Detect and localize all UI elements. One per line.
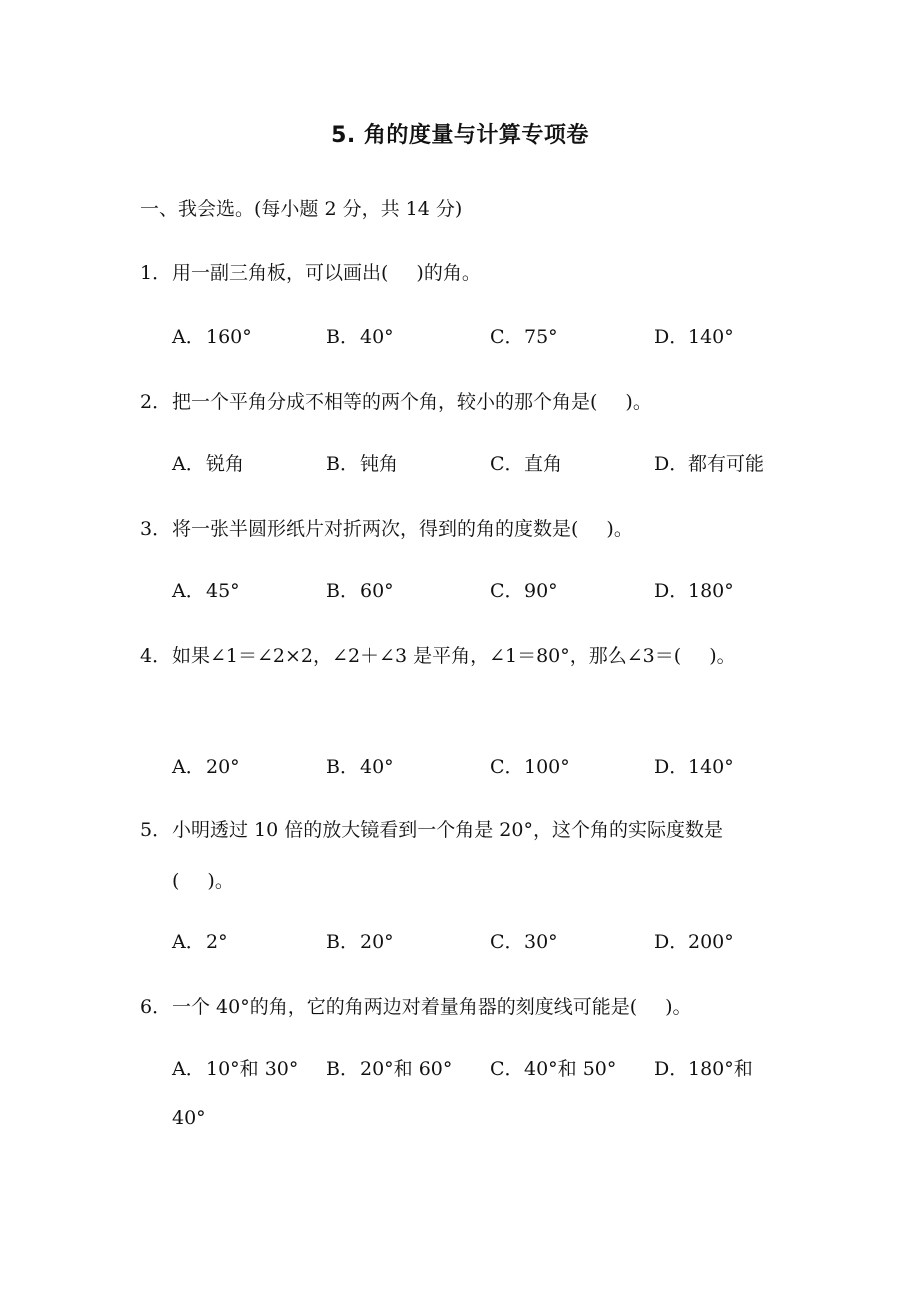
option-letter: C． <box>490 580 524 602</box>
question-1 <box>140 260 481 286</box>
option-letter: B． <box>326 453 359 475</box>
option-b[interactable] <box>326 451 398 477</box>
option-text: 200° <box>688 931 734 953</box>
option-a[interactable] <box>172 1056 298 1082</box>
question-text: 用一副三角板，可以画出( <box>172 262 389 284</box>
option-d[interactable] <box>654 451 764 477</box>
section-heading: 一、我会选。(每小题 2 分，共 14 分) <box>140 198 463 220</box>
option-a[interactable] <box>172 754 240 780</box>
question-text: 把一个平角分成不相等的两个角，较小的那个角是( <box>172 391 598 413</box>
option-text: 75° <box>524 326 558 348</box>
question-number: 6． <box>140 996 172 1018</box>
option-text: 180°和 <box>688 1058 753 1080</box>
option-b[interactable] <box>326 578 394 604</box>
option-text: 都有可能 <box>688 453 765 475</box>
question-4 <box>140 643 736 669</box>
option-letter: B． <box>326 580 359 602</box>
option-d[interactable] <box>654 929 734 955</box>
question-text-end: )。 <box>665 996 692 1018</box>
option-letter: A． <box>172 756 205 778</box>
option-d[interactable] <box>654 754 734 780</box>
option-b[interactable] <box>326 1056 452 1082</box>
option-letter: A． <box>172 931 205 953</box>
question-5 <box>140 817 723 843</box>
option-b[interactable] <box>326 929 394 955</box>
option-letter: C． <box>490 1058 524 1080</box>
option-text: 40° <box>360 756 394 778</box>
question-text-end: )。 <box>606 518 633 540</box>
option-text: 30° <box>524 931 558 953</box>
question-text-open: ( <box>172 870 180 892</box>
option-b[interactable] <box>326 324 394 350</box>
option-d[interactable] <box>654 1056 753 1082</box>
page-title: 5. 角的度量与计算专项卷 <box>331 123 589 148</box>
option-a[interactable] <box>172 578 240 604</box>
option-text: 180° <box>688 580 734 602</box>
option-letter: C． <box>490 453 524 475</box>
option-c[interactable] <box>490 929 558 955</box>
option-letter: B． <box>326 1058 359 1080</box>
option-c[interactable] <box>490 1056 616 1082</box>
option-letter: A． <box>172 1058 205 1080</box>
option-c[interactable] <box>490 324 558 350</box>
option-text: 10°和 30° <box>206 1058 299 1080</box>
option-a[interactable] <box>172 451 244 477</box>
option-c[interactable] <box>490 451 562 477</box>
option-letter: D． <box>654 453 689 475</box>
question-text: 一个 40°的角，它的角两边对着量角器的刻度线可能是( <box>172 996 638 1018</box>
question-6 <box>140 994 692 1020</box>
option-b[interactable] <box>326 754 394 780</box>
question-number: 3． <box>140 518 172 540</box>
question-text: 如果∠1＝∠2×2，∠2＋∠3 是平角，∠1＝80°，那么∠3＝( <box>172 645 682 667</box>
option-d-overflow: 40° <box>172 1107 206 1129</box>
option-text: 锐角 <box>206 453 245 475</box>
question-number: 2． <box>140 391 172 413</box>
option-text: 20°和 60° <box>360 1058 453 1080</box>
option-text: 20° <box>206 756 240 778</box>
option-a[interactable] <box>172 324 252 350</box>
question-number: 4． <box>140 645 172 667</box>
option-text: 钝角 <box>360 453 399 475</box>
option-text: 45° <box>206 580 240 602</box>
question-text: 小明透过 10 倍的放大镜看到一个角是 20°，这个角的实际度数是 <box>172 819 723 841</box>
option-letter: D． <box>654 326 689 348</box>
option-letter: B． <box>326 931 359 953</box>
option-text: 40°和 50° <box>524 1058 617 1080</box>
option-letter: A． <box>172 326 205 348</box>
option-letter: D． <box>654 580 689 602</box>
option-c[interactable] <box>490 578 558 604</box>
option-letter: C． <box>490 756 524 778</box>
question-text: 将一张半圆形纸片对折两次，得到的角的度数是( <box>172 518 579 540</box>
option-letter: C． <box>490 931 524 953</box>
option-letter: D． <box>654 1058 689 1080</box>
question-number: 5． <box>140 819 172 841</box>
question-text-end: )的角。 <box>416 262 481 284</box>
option-letter: C． <box>490 326 524 348</box>
option-text: 20° <box>360 931 394 953</box>
option-text: 2° <box>206 931 228 953</box>
question-3 <box>140 516 633 542</box>
option-a[interactable] <box>172 929 228 955</box>
option-text: 直角 <box>524 453 563 475</box>
question-number: 1． <box>140 262 172 284</box>
option-text: 40° <box>360 326 394 348</box>
question-text-end: )。 <box>709 645 736 667</box>
option-text: 160° <box>206 326 252 348</box>
option-text: 90° <box>524 580 558 602</box>
option-c[interactable] <box>490 754 570 780</box>
option-letter: B． <box>326 326 359 348</box>
option-letter: A． <box>172 453 205 475</box>
option-letter: D． <box>654 756 689 778</box>
question-text-end: )。 <box>207 870 234 892</box>
option-text: 60° <box>360 580 394 602</box>
option-letter: B． <box>326 756 359 778</box>
option-text: 100° <box>524 756 570 778</box>
option-text: 140° <box>688 326 734 348</box>
question-2 <box>140 389 652 415</box>
question-text-end: )。 <box>625 391 652 413</box>
option-letter: D． <box>654 931 689 953</box>
option-text: 140° <box>688 756 734 778</box>
option-d[interactable] <box>654 578 734 604</box>
option-d[interactable] <box>654 324 734 350</box>
question-5-continuation <box>172 868 234 894</box>
option-letter: A． <box>172 580 205 602</box>
